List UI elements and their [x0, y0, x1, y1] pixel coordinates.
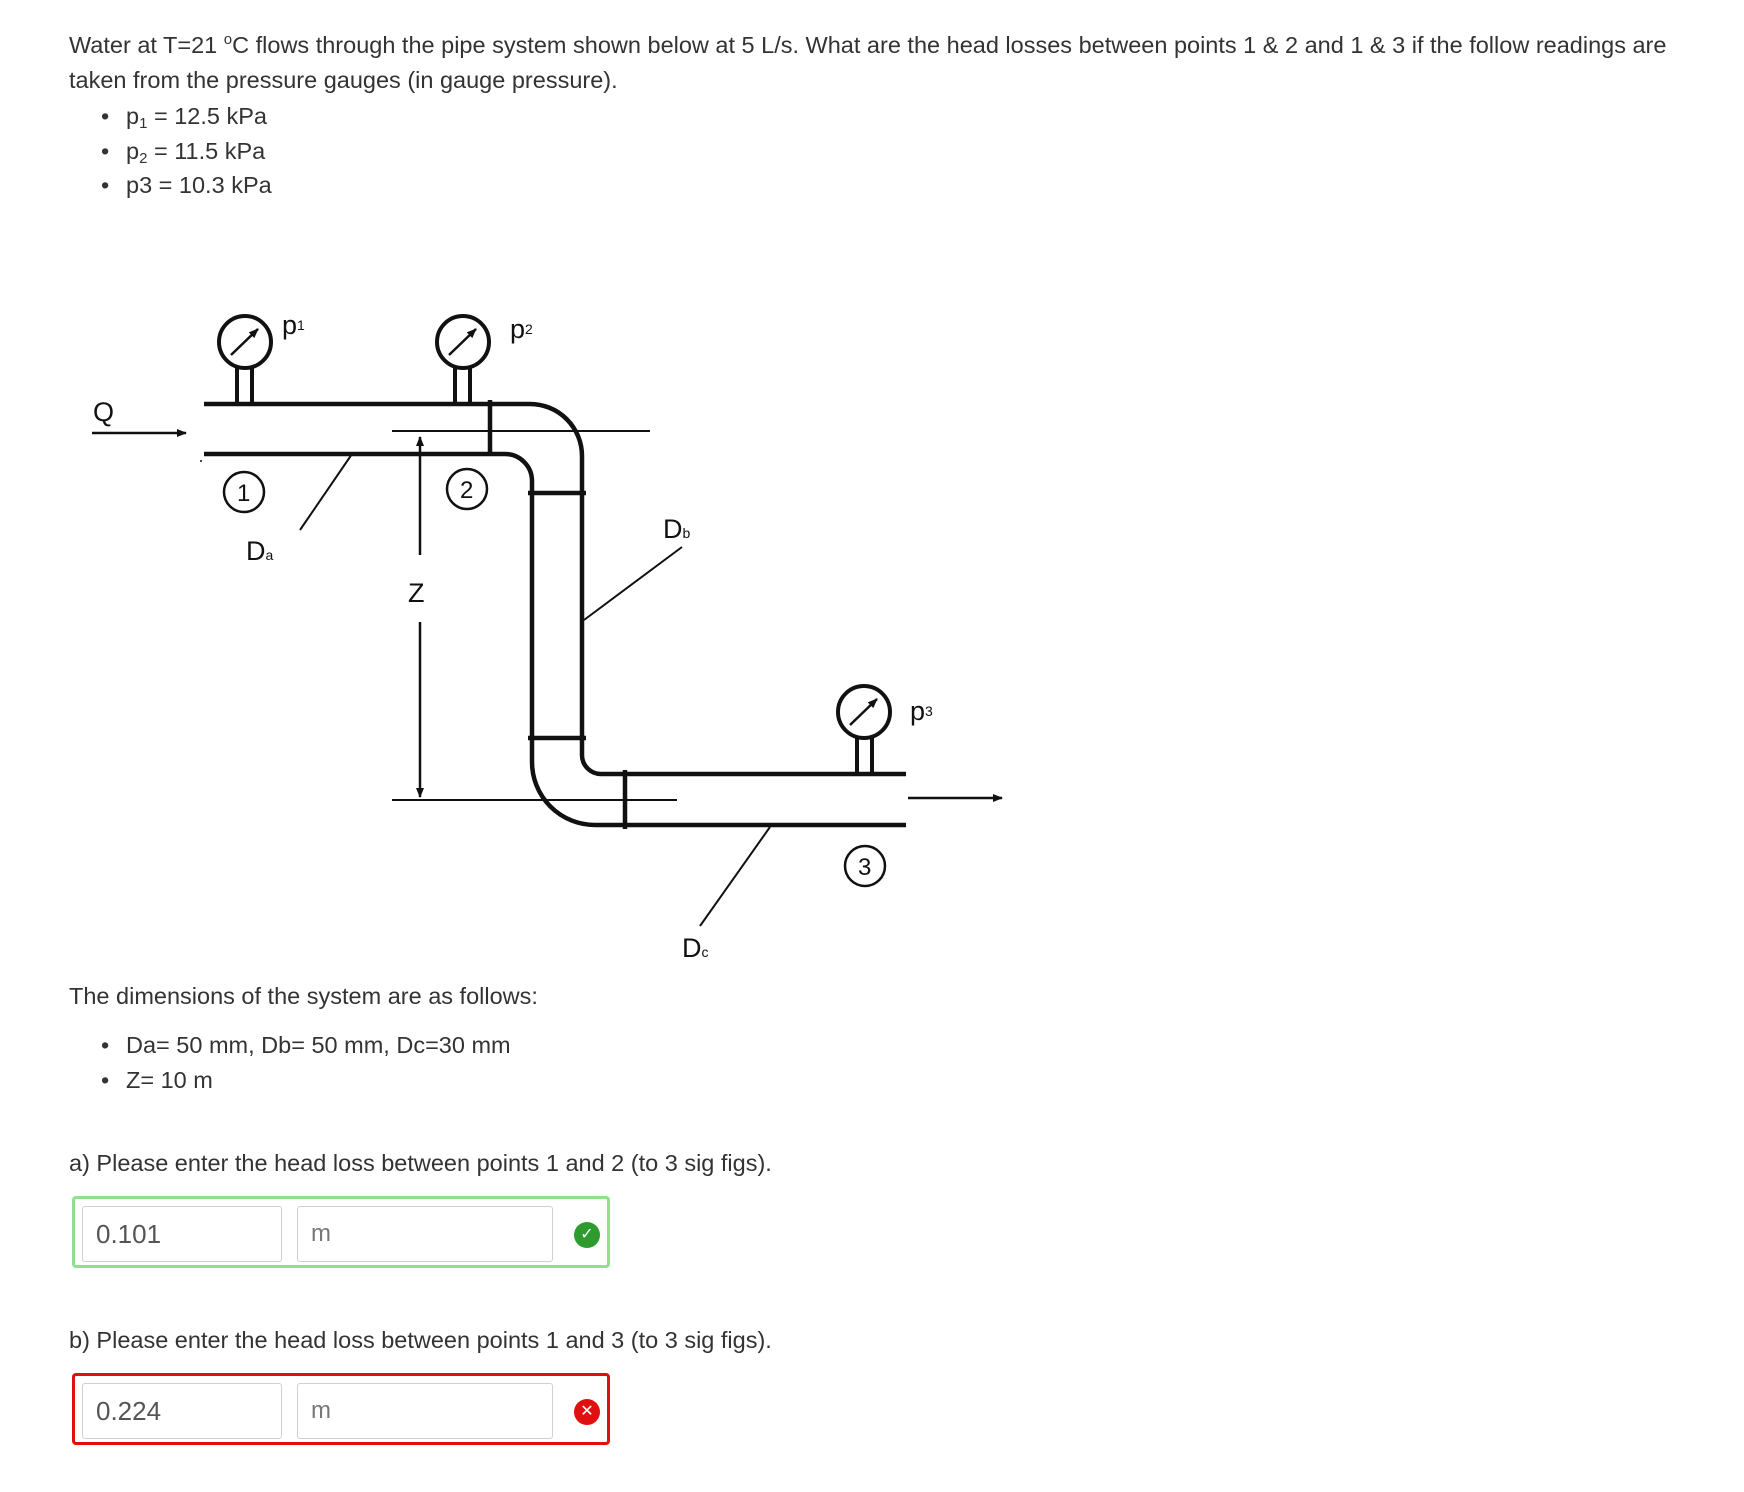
flow-label-q: Q	[93, 397, 115, 427]
diameter-label-da: Da	[246, 536, 274, 566]
question-a-text: a) Please enter the head loss between points 1 and 2 (to 3 sig figs).	[69, 1150, 772, 1176]
answer-a-input[interactable]	[82, 1206, 282, 1262]
answer-a-unit: m	[297, 1206, 553, 1262]
question-b-text: b) Please enter the head loss between points 1 and 3 (to 3 sig figs).	[69, 1327, 772, 1353]
upper-elbow	[490, 404, 586, 493]
point-marker-2	[447, 469, 487, 509]
answer-a-container	[72, 1196, 610, 1268]
gauge-label-p3: p3	[910, 696, 933, 726]
gauge-label-p2: p2	[510, 314, 533, 344]
answer-b-input[interactable]	[82, 1383, 282, 1439]
pipe-system-diagram	[0, 290, 1020, 970]
answer-b-unit: m	[297, 1383, 553, 1439]
leader-da	[300, 454, 352, 530]
diameter-label-db: Db	[663, 514, 691, 544]
pressure-readings-list	[126, 99, 272, 203]
lower-elbow	[532, 738, 625, 829]
reading-p3: • p3 = 10.3 kPa	[126, 168, 272, 203]
dimensions-intro: The dimensions of the system are as follows:	[69, 983, 538, 1009]
diameter-label-dc: Dc	[682, 933, 709, 963]
pipe-section-a	[204, 400, 490, 456]
svg-text:3: 3	[858, 854, 872, 881]
pipe-section-b	[528, 493, 586, 738]
degree-sign: o	[223, 31, 233, 48]
dimension-height: • Z= 10 m	[126, 1063, 511, 1098]
dimension-diameters: • Da= 50 mm, Db= 50 mm, Dc=30 mm	[126, 1028, 511, 1063]
reading-p1: • $p_1 = 12.5$ kPa	[126, 99, 272, 134]
problem-intro-start: Water at T=21	[69, 31, 224, 58]
pressure-gauge-2	[437, 316, 489, 404]
check-icon: ✓	[574, 1222, 600, 1248]
problem-intro-end: C flows through the pipe system shown below at 5 L/s. What are the head losses between points 1 & 2 and 1 & 3 if the follow readings are taken from the pressure gauges (in gauge pressure).	[69, 31, 1667, 93]
dimensions-list	[126, 1028, 511, 1097]
svg-text:2: 2	[460, 477, 474, 504]
leader-db	[584, 547, 682, 620]
problem-statement	[69, 22, 1719, 98]
reading-p2: • $p_2 = 11.5$ kPa	[126, 134, 272, 169]
point-marker-1	[224, 472, 264, 512]
gauge-label-p1: p1	[282, 310, 305, 340]
answer-b-container	[72, 1373, 610, 1445]
pressure-gauge-3	[838, 686, 890, 774]
pressure-gauge-1	[219, 316, 271, 404]
svg-text:1: 1	[237, 480, 251, 507]
z-label: Z	[408, 578, 425, 608]
point-marker-3	[845, 846, 885, 886]
cross-icon: ✕	[574, 1399, 600, 1425]
leader-dc	[700, 827, 770, 926]
